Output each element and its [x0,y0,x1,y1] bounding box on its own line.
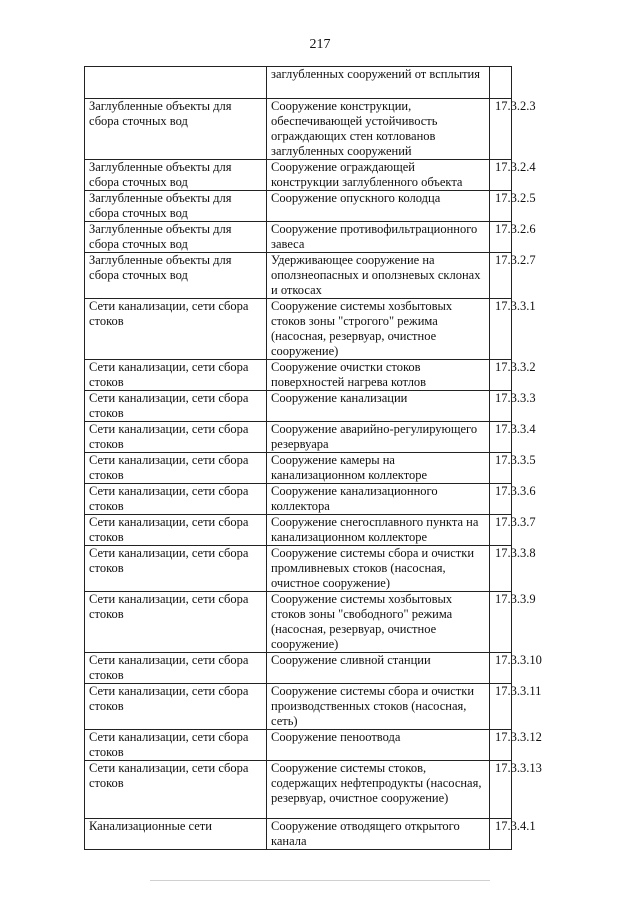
table-row [85,99,512,160]
code-cell: 17.3.2.3 [490,99,512,160]
table-row [85,819,512,850]
object-cell: Заглубленные объекты для сбора сточных вод [85,253,267,299]
code-cell: 17.3.3.7 [490,515,512,546]
table-row [85,592,512,653]
structure-cell: Сооружение отводящего открытого канала [267,819,490,850]
object-cell: Канализационные сети [85,819,267,850]
object-cell: Заглубленные объекты для сбора сточных вод [85,99,267,160]
code-cell: 17.3.3.9 [490,592,512,653]
object-cell: Сети канализации, сети сбора стоков [85,684,267,730]
structure-cell: Сооружение очистки стоков поверхностей нагрева котлов [267,360,490,391]
structure-cell: Сооружение противофильтрационного завеса [267,222,490,253]
table-row [85,546,512,592]
code-cell: 17.3.3.4 [490,422,512,453]
structure-cell: Сооружение конструкции, обеспечивающей устойчивость ограждающих стен котлованов заглубленных сооружений [267,99,490,160]
table-row [85,761,512,819]
structure-cell: Сооружение камеры на канализационном коллекторе [267,453,490,484]
object-cell: Сети канализации, сети сбора стоков [85,391,267,422]
code-cell: 17.3.2.5 [490,191,512,222]
structure-cell: Сооружение канализационного коллектора [267,484,490,515]
code-cell: 17.3.3.3 [490,391,512,422]
object-cell: Сети канализации, сети сбора стоков [85,761,267,819]
structure-cell: Сооружение системы хозбытовых стоков зоны "свободного" режима (насосная, резервуар, очистное сооружение) [267,592,490,653]
table-row [85,360,512,391]
structure-cell: Сооружение системы сбора и очистки производственных стоков (насосная, сеть) [267,684,490,730]
code-cell: 17.3.2.7 [490,253,512,299]
object-cell: Сети канализации, сети сбора стоков [85,515,267,546]
code-cell [490,67,512,99]
structure-cell: Сооружение снегосплавного пункта на канализационном коллекторе [267,515,490,546]
table-row [85,422,512,453]
table-row [85,191,512,222]
structure-cell: Сооружение аварийно-регулирующего резервуара [267,422,490,453]
code-cell: 17.3.3.12 [490,730,512,761]
code-cell: 17.3.3.5 [490,453,512,484]
structure-cell: заглубленных сооружений от всплытия [267,67,490,99]
object-cell: Заглубленные объекты для сбора сточных вод [85,160,267,191]
table-row [85,484,512,515]
table-row [85,160,512,191]
object-cell: Сети канализации, сети сбора стоков [85,360,267,391]
page-bottom-divider [150,880,490,881]
table-row [85,684,512,730]
object-cell: Сети канализации, сети сбора стоков [85,653,267,684]
object-cell: Сети канализации, сети сбора стоков [85,730,267,761]
table-row [85,222,512,253]
structure-cell: Сооружение системы стоков, содержащих нефтепродукты (насосная, резервуар, очистное сооружение) [267,761,490,819]
table-row [85,730,512,761]
object-cell: Заглубленные объекты для сбора сточных вод [85,222,267,253]
structure-cell: Сооружение пеноотвода [267,730,490,761]
code-cell: 17.3.3.8 [490,546,512,592]
structure-cell: Сооружение канализации [267,391,490,422]
structure-cell: Сооружение опускного колодца [267,191,490,222]
table-row [85,515,512,546]
object-cell [85,67,267,99]
code-cell: 17.3.4.1 [490,819,512,850]
table-row [85,391,512,422]
table-row [85,253,512,299]
code-cell: 17.3.3.11 [490,684,512,730]
code-cell: 17.3.3.6 [490,484,512,515]
code-cell: 17.3.3.2 [490,360,512,391]
classification-table [84,66,542,850]
code-cell: 17.3.3.10 [490,653,512,684]
table-row [85,67,512,99]
code-cell: 17.3.2.6 [490,222,512,253]
object-cell: Сети канализации, сети сбора стоков [85,592,267,653]
object-cell: Сети канализации, сети сбора стоков [85,484,267,515]
table-row [85,653,512,684]
structure-cell: Сооружение системы хозбытовых стоков зоны "строгого" режима (насосная, резервуар, очистное сооружение) [267,299,490,360]
code-cell: 17.3.2.4 [490,160,512,191]
structure-cell: Удерживающее сооружение на оползнеопасных и оползневых склонах и откосах [267,253,490,299]
structure-cell: Сооружение системы сбора и очистки промливневых стоков (насосная, очистное сооружение) [267,546,490,592]
code-cell: 17.3.3.13 [490,761,512,819]
code-cell: 17.3.3.1 [490,299,512,360]
table-row [85,299,512,360]
table-body [85,67,542,850]
page-number: 217 [309,37,331,52]
object-cell: Сети канализации, сети сбора стоков [85,299,267,360]
object-cell: Заглубленные объекты для сбора сточных вод [85,191,267,222]
object-cell: Сети канализации, сети сбора стоков [85,453,267,484]
object-cell: Сети канализации, сети сбора стоков [85,546,267,592]
structure-cell: Сооружение ограждающей конструкции заглубленного объекта [267,160,490,191]
object-cell: Сети канализации, сети сбора стоков [85,422,267,453]
table-row [85,453,512,484]
structure-cell: Сооружение сливной станции [267,653,490,684]
